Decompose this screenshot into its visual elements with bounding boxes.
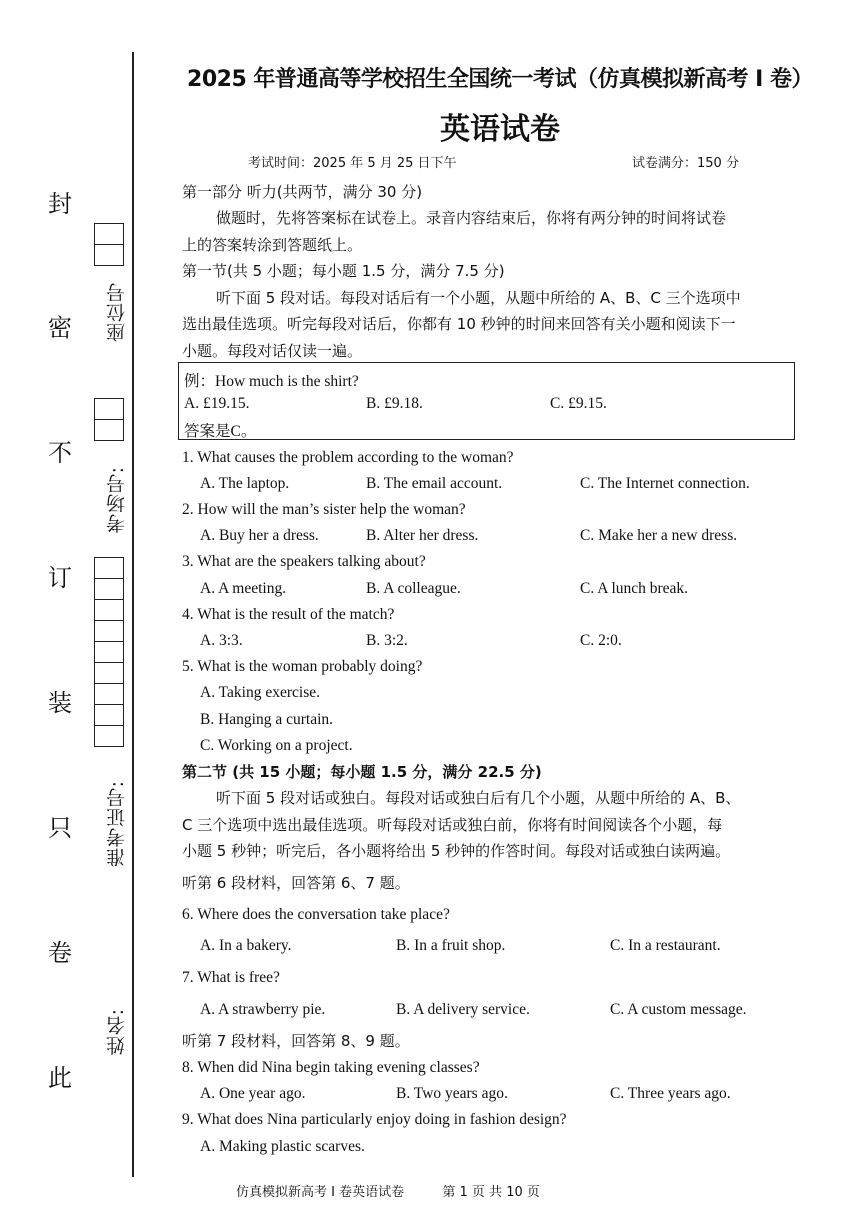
seal-char: 订 (48, 564, 72, 592)
option-b[interactable]: B. 3:2. (366, 632, 408, 649)
option-a[interactable]: A. The laptop. (200, 475, 290, 492)
ticket-number-label: 准考证号: (106, 780, 128, 868)
option-c[interactable]: C. A custom message. (610, 1001, 747, 1018)
example-option-b: B. £9.18. (366, 395, 423, 412)
exam-time: 考试时间：2025 年 5 月 25 日下午 (248, 156, 457, 171)
seal-char: 此 (48, 1064, 72, 1092)
section1-intro: 选出最佳选项。听完每段对话后，你都有 10 秒钟的时间来回答有关小题和阅读下一 (182, 315, 736, 333)
exam-title: 2025 年普通高等学校招生全国统一考试（仿真模拟新高考 I 卷） (187, 67, 813, 92)
section2-heading: 第二节 (共 15 小题；每小题 1.5 分，满分 22.5 分) (182, 763, 542, 781)
seal-char: 卷 (48, 939, 72, 967)
option-a[interactable]: A. One year ago. (200, 1085, 306, 1102)
section1-intro: 听下面 5 段对话。每段对话后有一个小题，从题中所给的 A、B、C 三个选项中 (216, 289, 741, 307)
room-number-label: 考场号: (106, 466, 128, 534)
question-7: 7. What is free? (182, 969, 280, 986)
example-option-a: A. £19.15. (184, 395, 250, 412)
binding-line (132, 52, 134, 1177)
footer-paper-name: 仿真模拟新高考 I 卷英语试卷 (236, 1185, 405, 1200)
seat-number-boxes[interactable] (94, 224, 124, 266)
seal-char: 装 (48, 689, 72, 717)
question-4: 4. What is the result of the match? (182, 606, 395, 623)
section2-intro: 小题 5 秒钟；听完后，各小题将给出 5 秒钟的作答时间。每段对话或独白读两遍。 (182, 842, 731, 860)
seal-char: 封 (48, 190, 72, 218)
part1-intro: 上的答案转涂到答题纸上。 (182, 236, 363, 254)
option-b[interactable]: B. The email account. (366, 475, 503, 492)
part1-heading: 第一部分 听力(共两节，满分 30 分) (182, 183, 423, 201)
option-b[interactable]: B. A delivery service. (396, 1001, 530, 1018)
seal-char: 密 (48, 314, 72, 342)
option-a[interactable]: A. 3:3. (200, 632, 243, 649)
example-option-c: C. £9.15. (550, 395, 607, 412)
section2-intro: C 三个选项中选出最佳选项。听每段对话或独白前，你将有时间阅读各个小题，每 (182, 816, 723, 834)
seal-char: 只 (48, 814, 72, 842)
seat-number-label: 座位号 (106, 282, 128, 342)
option-b[interactable]: B. Hanging a curtain. (200, 711, 334, 728)
example-question: 例：How much is the shirt? (184, 373, 359, 390)
room-number-boxes[interactable] (94, 399, 124, 441)
full-score: 试卷满分：150 分 (632, 156, 739, 171)
option-c[interactable]: C. Make her a new dress. (580, 527, 738, 544)
option-a[interactable]: A. A strawberry pie. (200, 1001, 326, 1018)
option-b[interactable]: B. In a fruit shop. (396, 937, 506, 954)
section2-intro: 听下面 5 段对话或独白。每段对话或独白后有几个小题，从题中所给的 A、B、 (216, 789, 741, 807)
option-c[interactable]: C. The Internet connection. (580, 475, 750, 492)
option-b[interactable]: B. A colleague. (366, 580, 461, 597)
question-3: 3. What are the speakers talking about? (182, 553, 426, 570)
ticket-number-boxes[interactable] (94, 558, 124, 747)
option-c[interactable]: C. 2:0. (580, 632, 622, 649)
page-footer (236, 1181, 540, 1200)
question-5: 5. What is the woman probably doing? (182, 658, 423, 675)
option-b[interactable]: B. Two years ago. (396, 1085, 508, 1102)
section1-intro: 小题。每段对话仅读一遍。 (182, 342, 363, 360)
option-b[interactable]: B. Alter her dress. (366, 527, 479, 544)
question-9: 9. What does Nina particularly enjoy doing in fashion design? (182, 1111, 567, 1128)
name-label: 姓名: (106, 1008, 128, 1056)
example-answer: 答案是C。 (184, 423, 257, 440)
footer-page-number: 第 1 页 共 10 页 (442, 1185, 540, 1200)
material-6-instruction: 听第 6 段材料，回答第 6、7 题。 (182, 874, 410, 892)
option-a[interactable]: A. Taking exercise. (200, 684, 321, 701)
question-6: 6. Where does the conversation take place? (182, 906, 450, 923)
option-a[interactable]: A. A meeting. (200, 580, 287, 597)
question-8: 8. When did Nina begin taking evening classes? (182, 1059, 480, 1076)
option-a[interactable]: A. Making plastic scarves. (200, 1138, 365, 1155)
question-2: 2. How will the man’s sister help the woman? (182, 501, 466, 518)
section1-heading: 第一节(共 5 小题；每小题 1.5 分，满分 7.5 分) (182, 262, 505, 280)
material-7-instruction: 听第 7 段材料，回答第 8、9 题。 (182, 1032, 410, 1050)
option-c[interactable]: C. Working on a project. (200, 737, 353, 754)
option-c[interactable]: C. Three years ago. (610, 1085, 731, 1102)
option-a[interactable]: A. Buy her a dress. (200, 527, 319, 544)
part1-intro: 做题时，先将答案标在试卷上。录音内容结束后，你将有两分钟的时间将试卷 (216, 209, 727, 227)
paper-subtitle: 英语试卷 (440, 112, 560, 147)
question-1: 1. What causes the problem according to the woman? (182, 449, 514, 466)
seal-char: 不 (48, 439, 72, 467)
option-c[interactable]: C. In a restaurant. (610, 937, 721, 954)
option-c[interactable]: C. A lunch break. (580, 580, 689, 597)
option-a[interactable]: A. In a bakery. (200, 937, 292, 954)
